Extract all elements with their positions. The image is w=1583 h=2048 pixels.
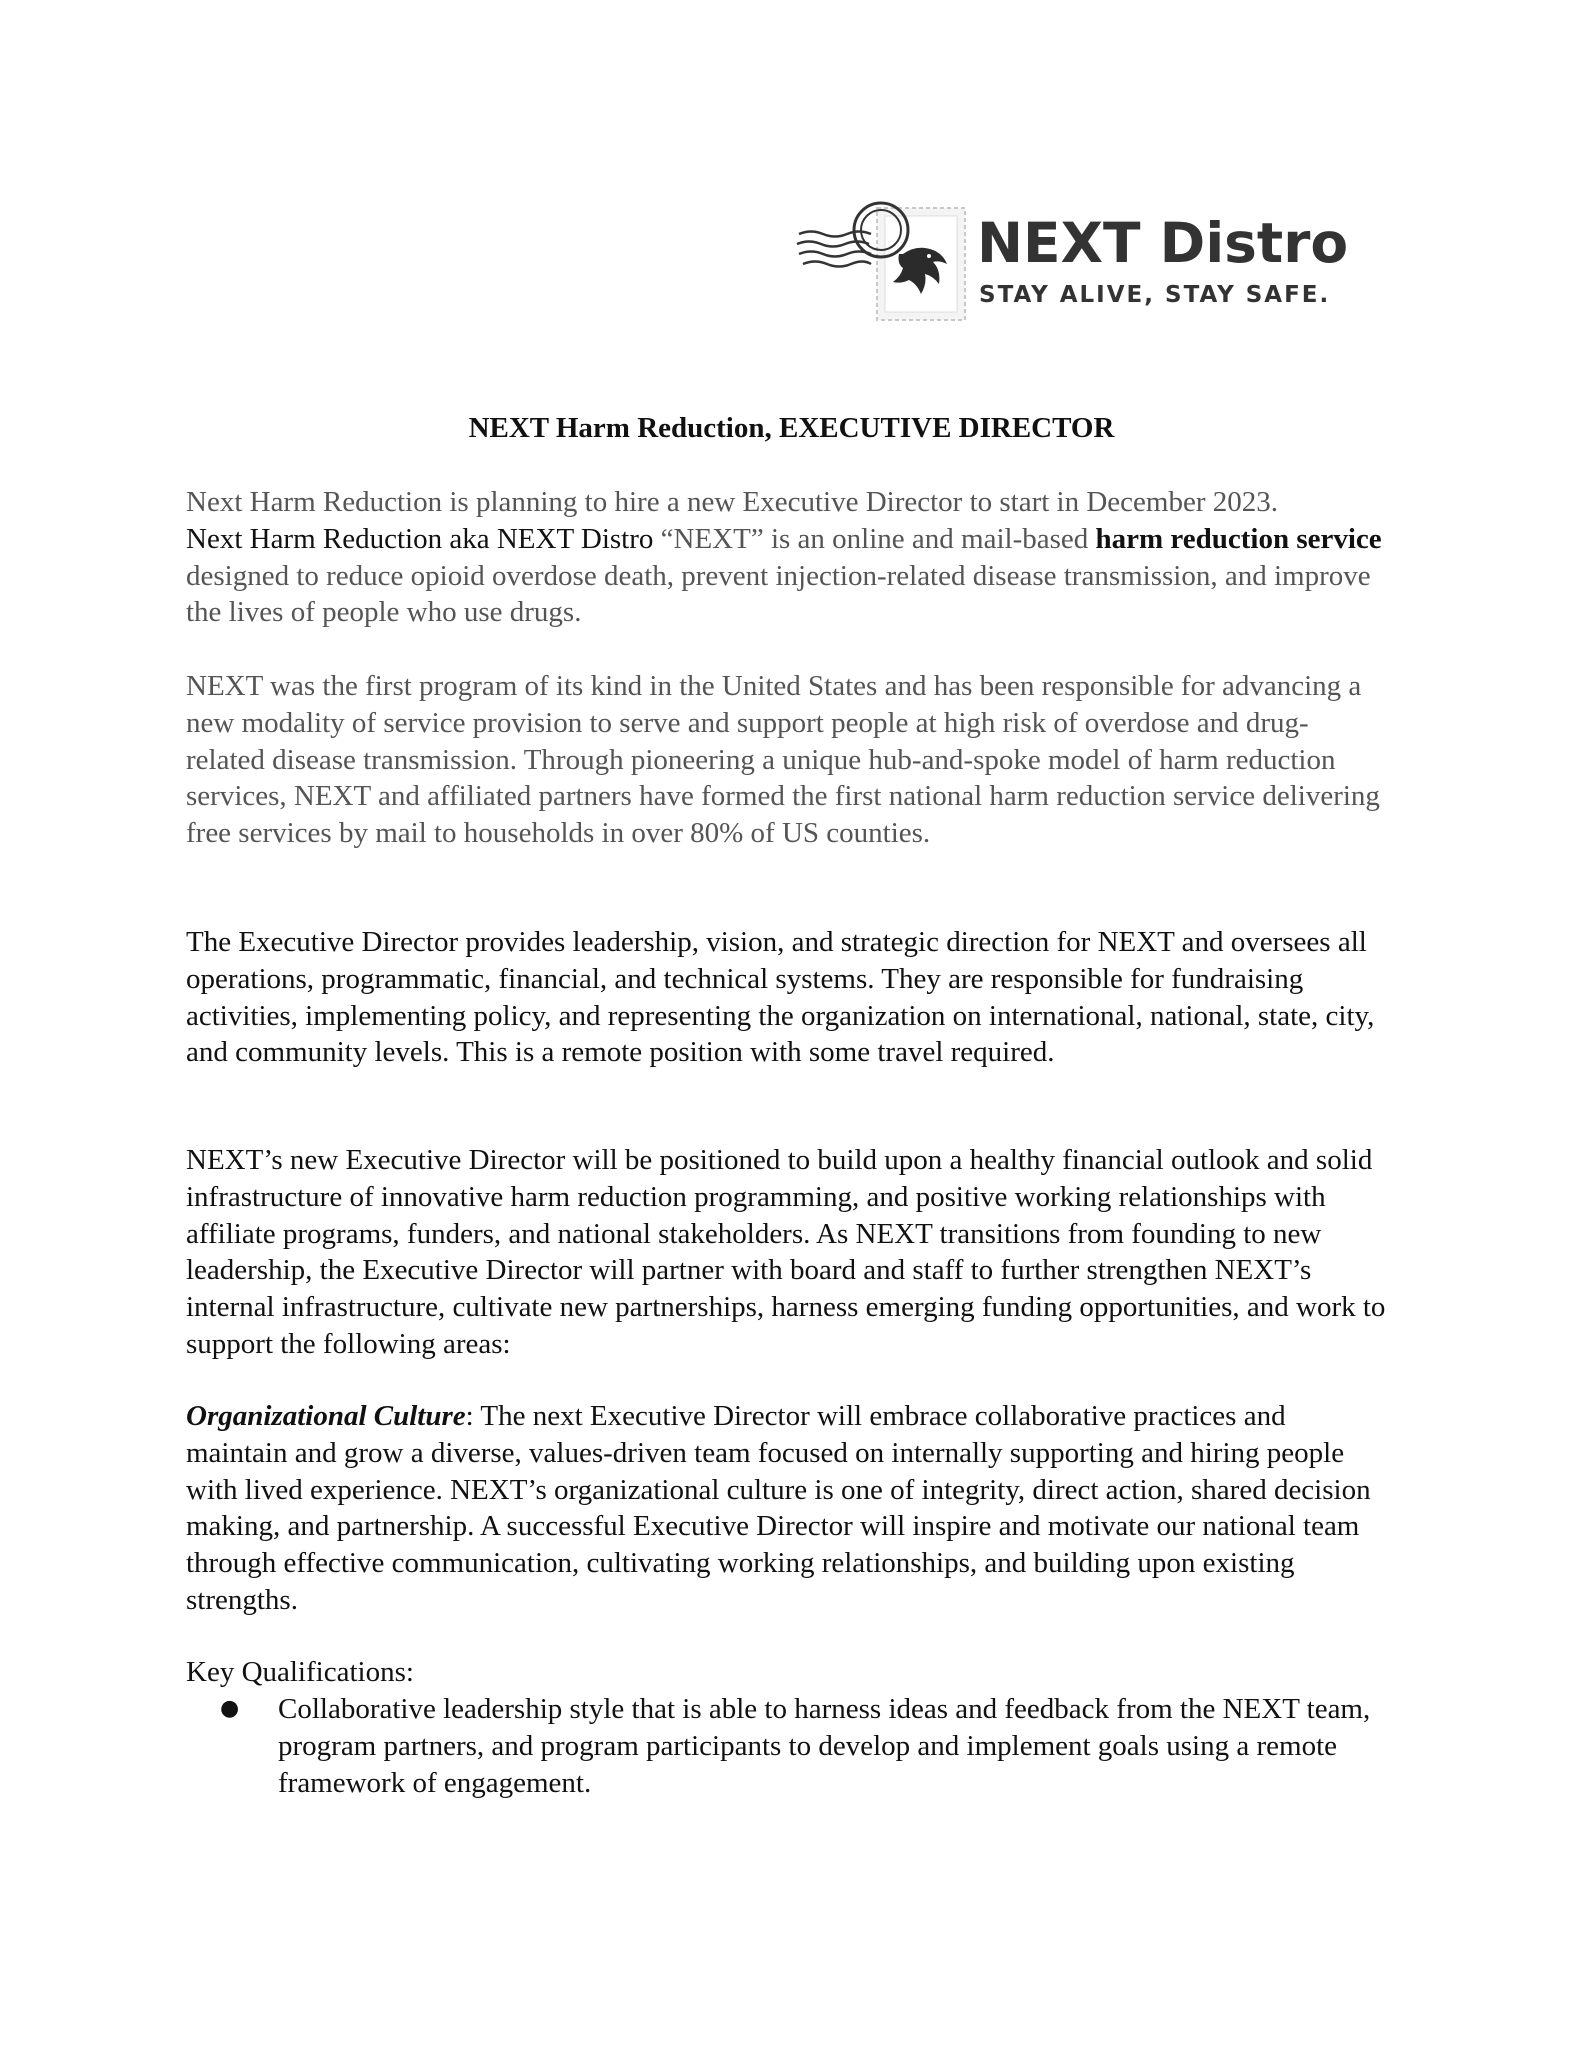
history-paragraph: NEXT was the first program of its kind in the United States and has been responsible for advancing a new modality of service provision to serve and support people at high risk of overdose and drug-related disease transmission. Through pioneering a unique hub-and-spoke model of harm reduction services, NEXT and affiliated partners have formed the first national harm reduction service delivering free services by mail to households in over 80% of US counties. (186, 670, 1380, 850)
logo-brand-name: NEXT Distro (977, 211, 1349, 275)
intro-paragraph (186, 484, 1386, 631)
culture-text: : The next Executive Director will embrace collaborative practices and maintain and grow a diverse, values-driven team focused on internally supporting and hiring people with lived experience. NEXT’s organizational culture is one of integrity, direct action, shared decision making, and partnership. A successful Executive Director will inspire and motivate our national team through effective communication, cultivating working relationships, and building upon existing strengths. (186, 1400, 1371, 1616)
page-title: NEXT Harm Reduction, EXECUTIVE DIRECTOR (468, 412, 1115, 444)
bullet-icon: ● (220, 1696, 240, 1721)
outlook-paragraph: NEXT’s new Executive Director will be positioned to build upon a healthy financial outlook and solid infrastructure of innovative harm reduction programming, and positive working relationships with affiliate programs, funders, and national stakeholders. As NEXT transitions from founding to new leadership, the Executive Director will partner with board and staff to further strengthen NEXT’s internal infrastructure, cultivate new partnerships, harness emerging funding opportunities, and work to support the following areas: (186, 1144, 1386, 1360)
key-qualifications-heading: Key Qualifications: (186, 1656, 414, 1688)
list-item (186, 1691, 1386, 1801)
role-paragraph: The Executive Director provides leadership, vision, and strategic direction for NEXT and oversees all operations, programmatic, financial, and technical systems. They are responsible for fundraising activities, implementing policy, and representing the organization on international, national, state, city, and community levels. This is a remote position with some travel required. (186, 926, 1375, 1069)
postage-stamp-bird-icon (797, 203, 965, 320)
intro-bold-service: harm reduction service (1095, 522, 1382, 555)
intro-lead: Next Harm Reduction aka NEXT Distro (186, 522, 654, 555)
logo-tagline: STAY ALIVE, STAY SAFE. (979, 282, 1331, 308)
intro-rest: designed to reduce opioid overdose death, prevent injection-related disease transmission, and improve the lives of people who use drugs. (186, 559, 1371, 629)
list-item-text: Collaborative leadership style that is able to harness ideas and feedback from the NEXT team, program partners, and program participants to develop and implement goals using a remote framework of engagement. (278, 1693, 1371, 1799)
culture-heading: Organizational Culture (186, 1400, 466, 1432)
intro-mid: “NEXT” is an online and mail-based (653, 522, 1096, 555)
key-qualifications-list (186, 1691, 1386, 1801)
intro-line-hiring: Next Harm Reduction is planning to hire a new Executive Director to start in December 2023. (186, 486, 1279, 518)
logo-graphic (795, 196, 1355, 326)
next-distro-logo (795, 196, 1355, 326)
culture-paragraph (186, 1398, 1386, 1619)
